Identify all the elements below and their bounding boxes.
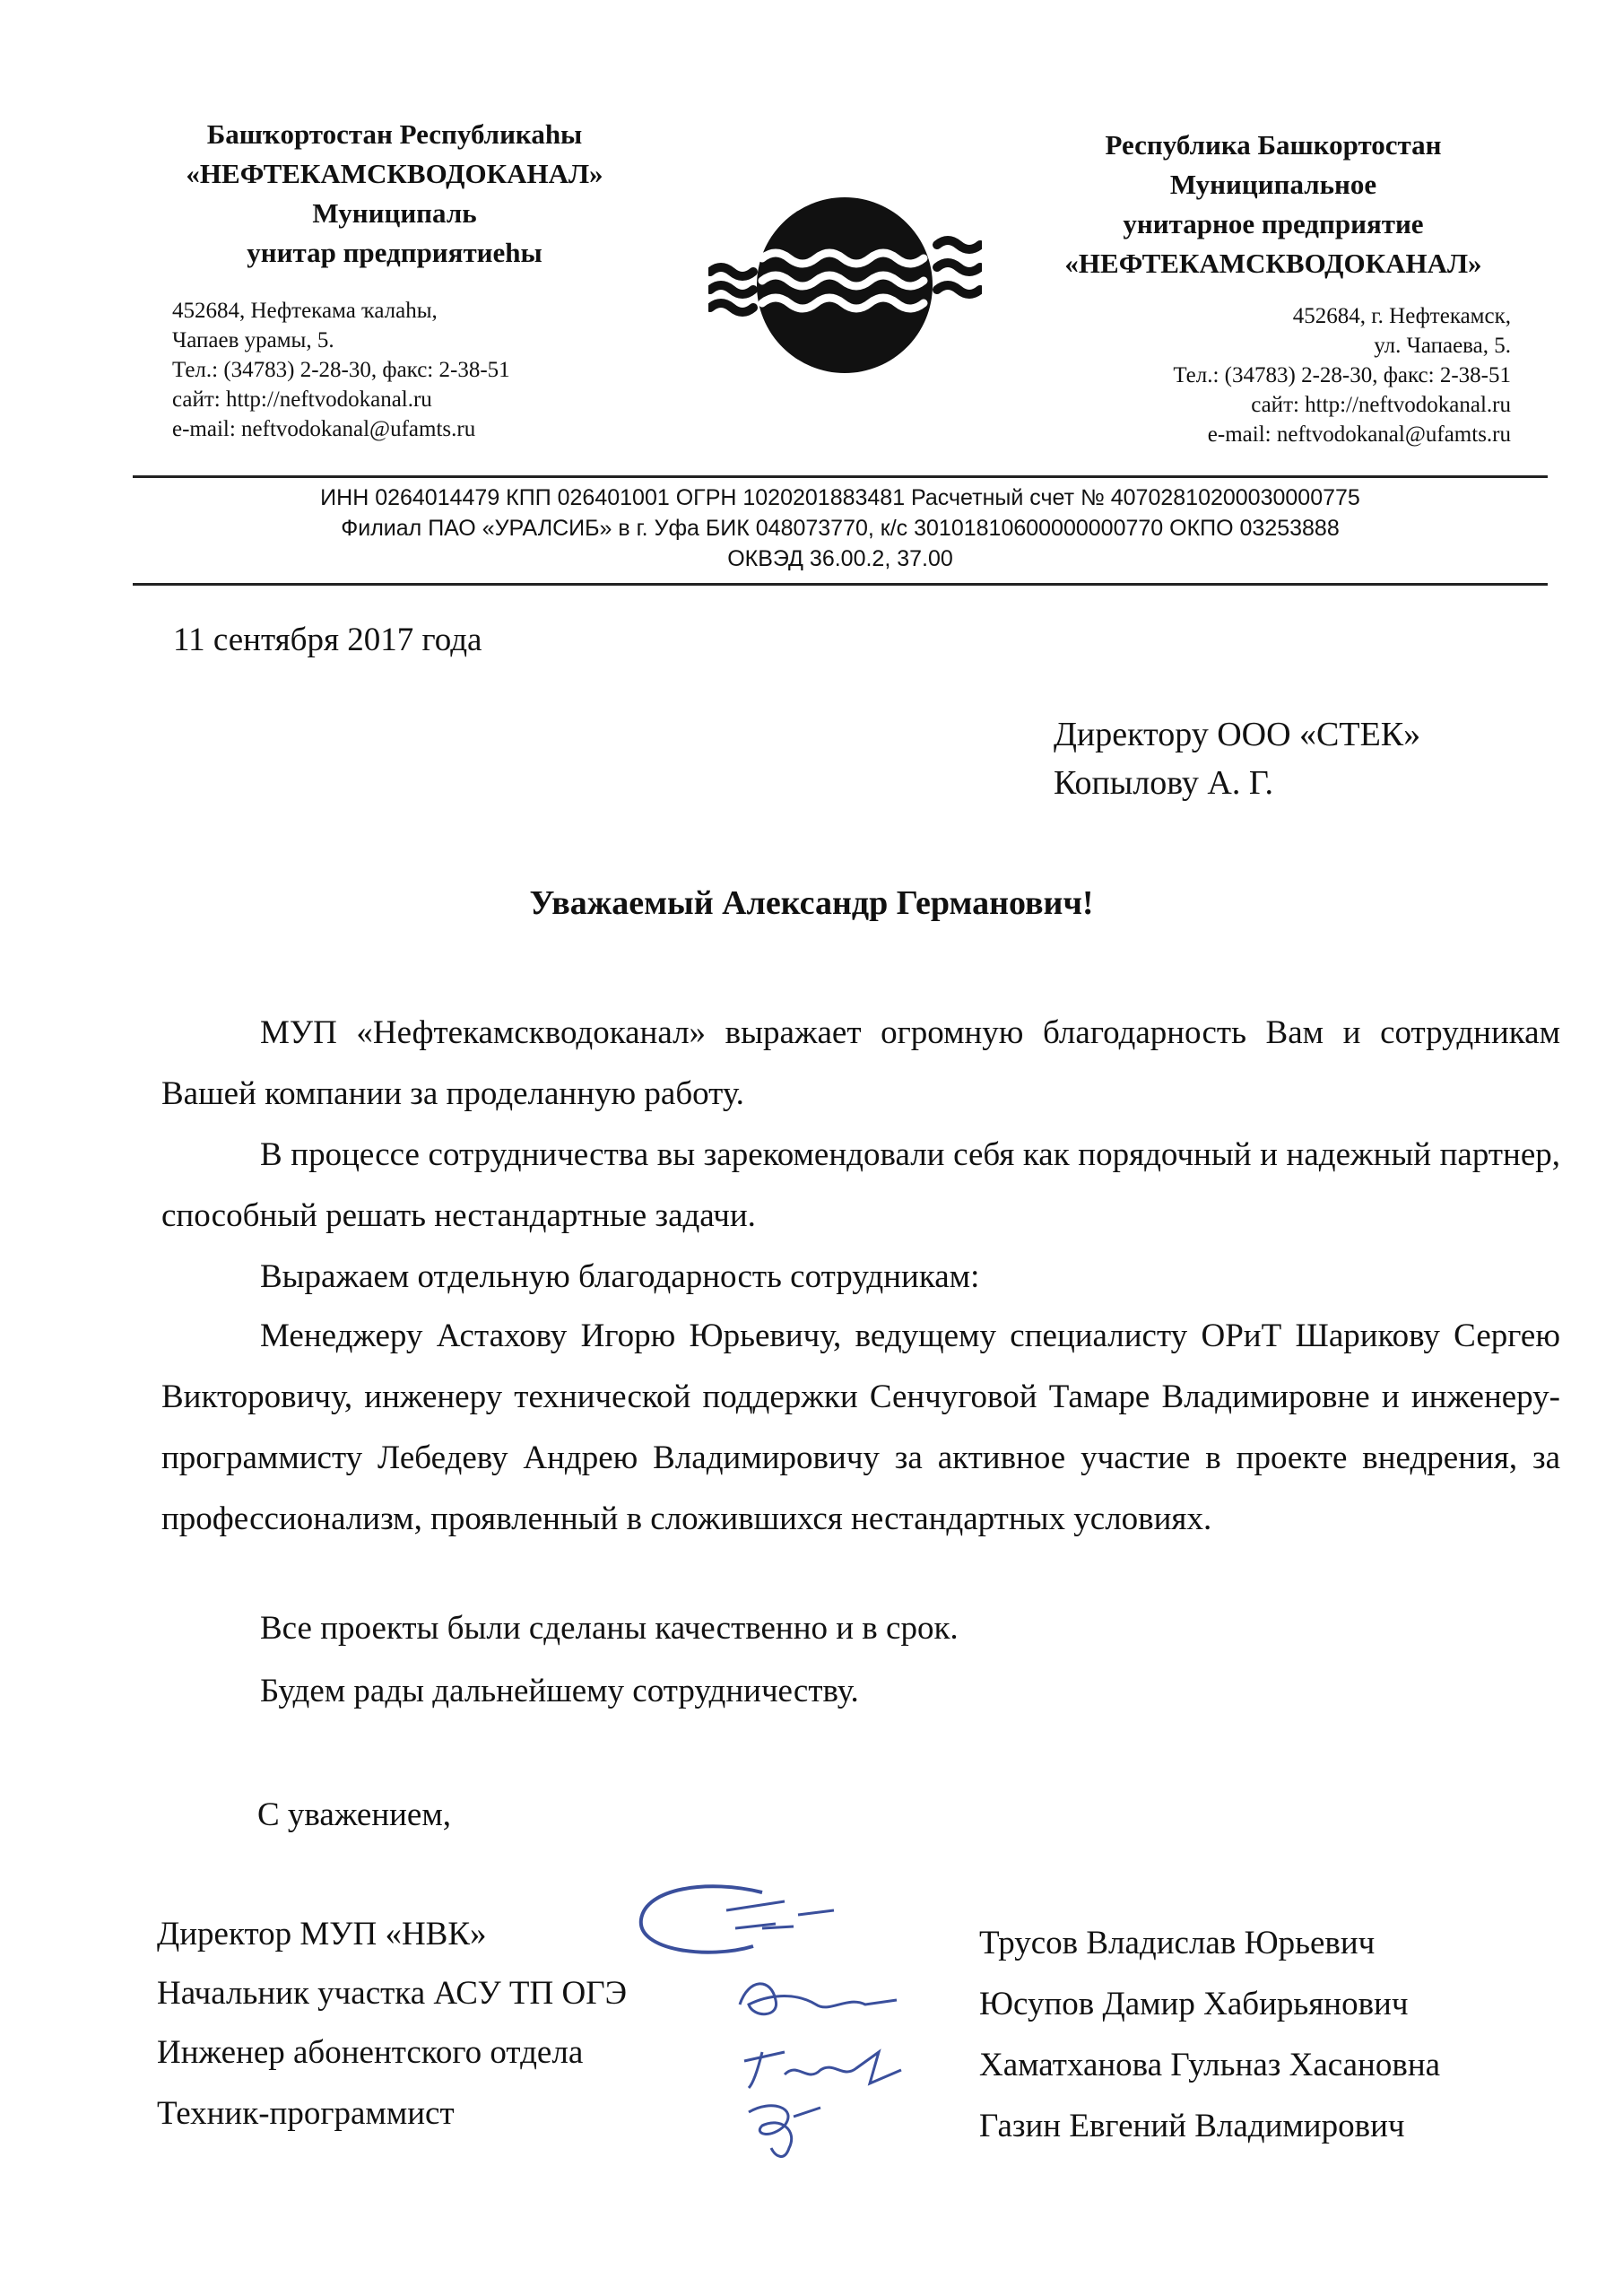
bank-details-line: ОКВЭД 36.00.2, 37.00 <box>727 546 953 571</box>
signatory-position: Техник-программист <box>157 2095 455 2132</box>
header-left-address <box>172 296 674 444</box>
signatory-name: Хаматханова Гульназ Хасановна <box>979 2047 1441 2083</box>
header-left-title-3: Муниципаль <box>312 197 477 229</box>
header-right-address-line: Тел.: (34783) 2-28-30, факс: 2-38-51 <box>1173 363 1511 387</box>
header-left-title-4: унитар предприятиеһы <box>247 237 542 268</box>
header-right-title-2: Муниципальное <box>1169 169 1377 200</box>
header-right-address-line: e-mail: neftvodokanal@ufamts.ru <box>1207 422 1511 447</box>
header-divider-bottom <box>133 583 1548 586</box>
header-right-title-1: Республика Башкортостан <box>1105 129 1442 161</box>
signatory-position: Директор МУП «НВК» <box>157 1916 487 1952</box>
signature-director-icon <box>628 1874 852 1973</box>
salutation: Уважаемый Александр Германович! <box>529 884 1094 922</box>
header-right-title-3: унитарное предприятие <box>1123 208 1424 239</box>
signature-technician-icon <box>735 2094 834 2166</box>
paragraph-gratitude: МУП «Нефтекамскводоканал» выражает огромную благодарность Вам и сотрудникам Вашей компании за проделанную работу. <box>161 1014 1560 1112</box>
header-right-title-4: «НЕФТЕКАМСКВОДОКАНАЛ» <box>1064 248 1482 279</box>
header-left-address-line: сайт: http://neftvodokanal.ru <box>172 387 432 412</box>
header-left-address-line: Чапаев урамы, 5. <box>172 328 334 352</box>
closing: С уважением, <box>257 1796 452 1833</box>
paragraph-partnership: В процессе сотрудничества вы зарекомендовали себя как порядочный и надежный партнер, способный решать нестандартные задачи. <box>161 1136 1560 1234</box>
header-left-address-line: e-mail: neftvodokanal@ufamts.ru <box>172 417 476 441</box>
addressee-name: Копылову А. Г. <box>1054 764 1274 802</box>
header-right <box>1004 126 1542 283</box>
header-left-address-line: 452684, Нефтекама ҡалаһы, <box>172 299 438 323</box>
water-waves-logo-icon <box>708 196 982 375</box>
signatory-position: Начальник участка АСУ ТП ОГЭ <box>157 1975 628 2012</box>
paragraph-future: Будем рады дальнейшему сотрудничеству. <box>260 1673 859 1709</box>
signatory-name: Юсупов Дамир Хабирьянович <box>979 1986 1409 2022</box>
paragraph-employees-intro: Выражаем отдельную благодарность сотрудникам: <box>260 1258 980 1295</box>
paragraph-employees: Менеджеру Астахову Игорю Юрьевичу, ведущему специалисту ОРиТ Шарикову Сергею Викторовичу, инженеру технической поддержки Сенчуговой Тамаре Владимировне и инженеру-программисту Лебедеву Андрею Владимировичу за активное участие в проекте внедрения, за профессионализм, проявленный в сложившихся нестандартных условиях. <box>161 1318 1560 1537</box>
header-left-address-line: Тел.: (34783) 2-28-30, факс: 2-38-51 <box>172 358 510 382</box>
letter-date: 11 сентября 2017 года <box>173 622 482 658</box>
header-left-title-2: «НЕФТЕКАМСКВОДОКАНАЛ» <box>186 158 603 189</box>
signature-subscriber-icon <box>735 2034 915 2097</box>
signatory-name: Трусов Владислав Юрьевич <box>979 1925 1376 1961</box>
header-right-address <box>986 301 1511 449</box>
addressee <box>1054 710 1420 807</box>
header-right-address-line: 452684, г. Нефтекамск, <box>1292 304 1511 328</box>
addressee-position: Директору ООО «СТЕК» <box>1054 716 1421 753</box>
header-divider-top <box>133 475 1548 478</box>
header-right-address-line: сайт: http://neftvodokanal.ru <box>1251 393 1511 417</box>
header-right-address-line: ул. Чапаева, 5. <box>1374 334 1511 358</box>
paragraph-quality: Все проекты были сделаны качественно и в срок. <box>260 1610 959 1647</box>
header-left-title-1: Башҡортостан Республикаһы <box>206 118 583 150</box>
signatory-name: Газин Евгений Владимирович <box>979 2108 1405 2144</box>
bank-details-line: Филиал ПАО «УРАЛСИБ» в г. Уфа БИК 048073770, к/с 30101810600000000770 ОКПО 03253888 <box>341 516 1340 541</box>
header-left <box>126 115 664 273</box>
bank-details <box>133 483 1548 574</box>
signature-asu-icon <box>731 1969 910 2031</box>
bank-details-line: ИНН 0264014479 КПП 026401001 ОГРН 1020201883481 Расчетный счет № 40702810200030000775 <box>320 485 1360 510</box>
signatory-position: Инженер абонентского отдела <box>157 2034 584 2071</box>
